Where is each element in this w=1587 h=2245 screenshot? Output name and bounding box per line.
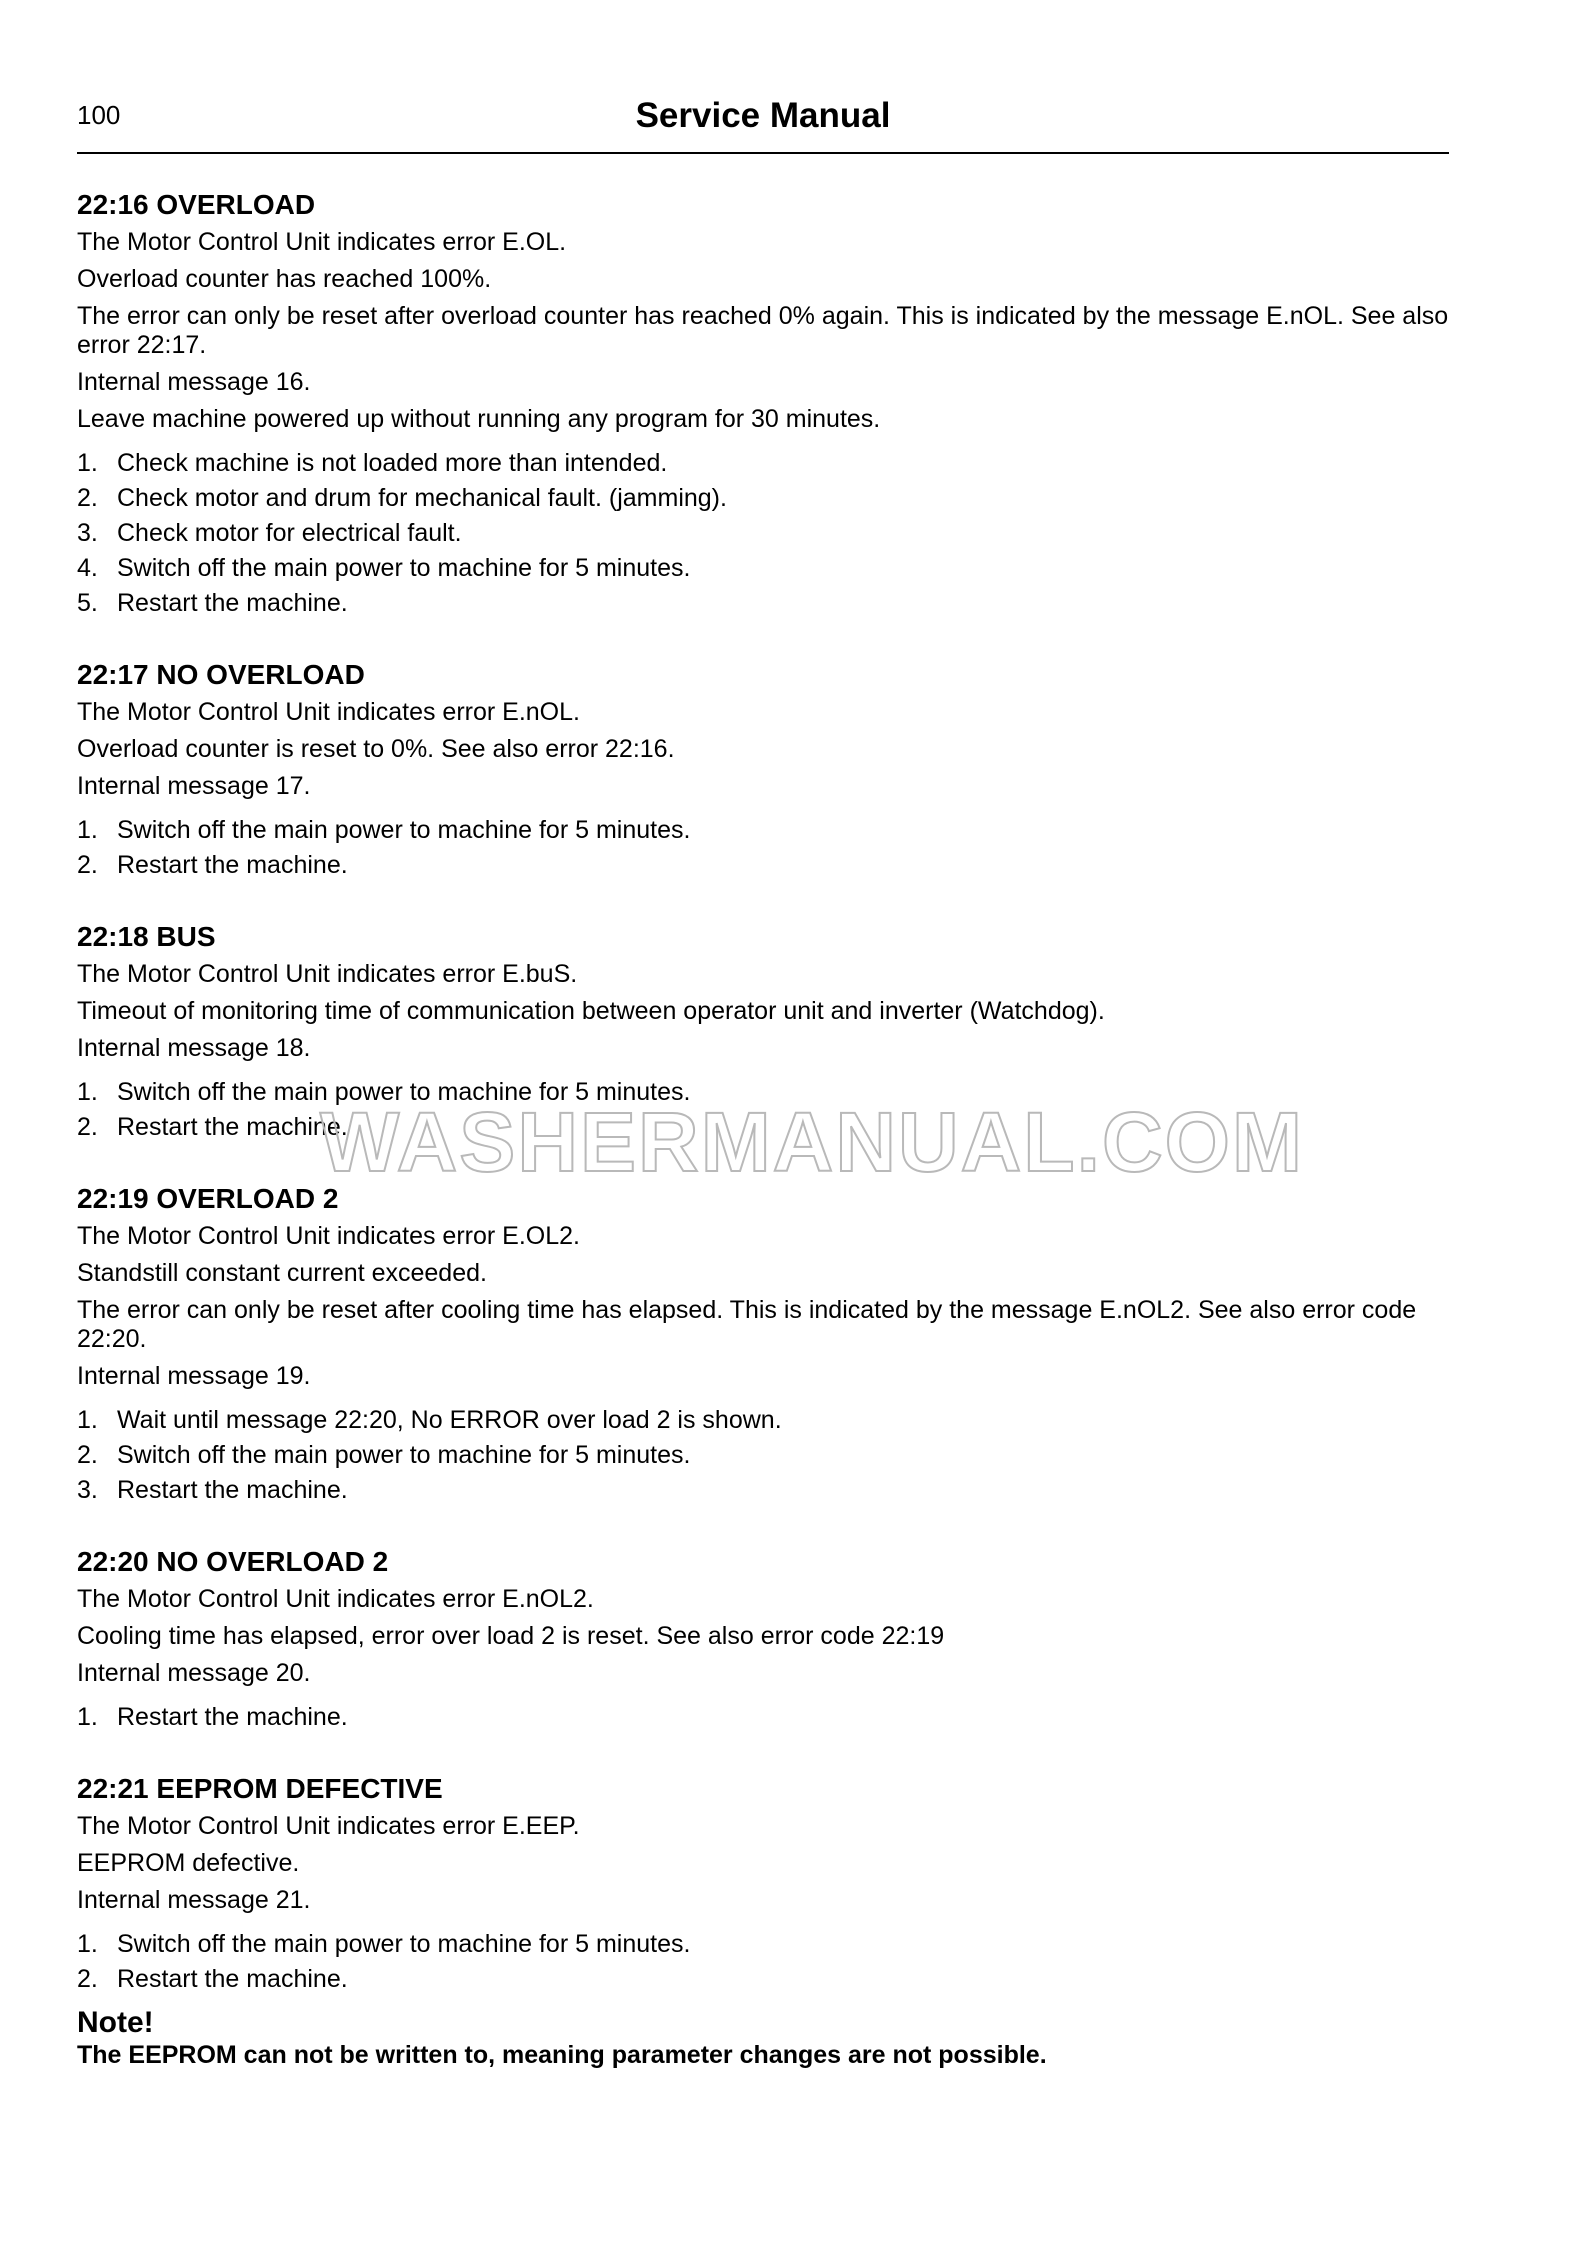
paragraph: Standstill constant current exceeded. [77, 1259, 487, 1287]
step-text: Switch off the main power to machine for 5 minutes. [117, 1078, 691, 1106]
paragraph: Internal message 17. [77, 772, 311, 800]
paragraph: Internal message 20. [77, 1659, 311, 1687]
step-number: 3. [77, 519, 98, 547]
step-text: Check motor for electrical fault. [117, 519, 462, 547]
step-number: 1. [77, 1406, 98, 1434]
note-text: The EEPROM can not be written to, meaning parameter changes are not possible. [77, 2041, 1047, 2069]
steps-list [77, 1929, 1449, 1994]
step-number: 2. [77, 1441, 98, 1469]
step-text: Restart the machine. [117, 1703, 348, 1731]
paragraph: The Motor Control Unit indicates error E.EEP. [77, 1812, 580, 1840]
paragraph: Overload counter has reached 100%. [77, 265, 492, 293]
step-number: 2. [77, 1965, 98, 1993]
list-item [77, 448, 1449, 478]
paragraph: Internal message 16. [77, 368, 311, 396]
paragraph: The Motor Control Unit indicates error E.nOL2. [77, 1585, 594, 1613]
list-item [77, 1702, 1449, 1732]
note-title: Note! [77, 2006, 154, 2039]
page-number: 100 [77, 100, 121, 130]
steps-list [77, 1077, 1449, 1142]
step-number: 4. [77, 554, 98, 582]
step-text: Wait until message 22:20, No ERROR over load 2 is shown. [117, 1406, 782, 1434]
paragraph: The error can only be reset after cooling time has elapsed. This is indicated by the message E.nOL2. See also error code 22:20. [77, 1296, 1417, 1353]
steps-list [77, 1702, 1449, 1732]
list-item [77, 815, 1449, 845]
paragraph: Cooling time has elapsed, error over load 2 is reset. See also error code 22:19 [77, 1622, 945, 1650]
section-title: 22:16 OVERLOAD [77, 189, 316, 220]
step-number: 1. [77, 1703, 98, 1731]
paragraph: Leave machine powered up without running any program for 30 minutes. [77, 405, 881, 433]
list-item [77, 1112, 1449, 1142]
steps-list [77, 448, 1449, 618]
paragraph: Internal message 21. [77, 1886, 311, 1914]
step-number: 2. [77, 851, 98, 879]
error-section [77, 1545, 1449, 1732]
section-title: 22:21 EEPROM DEFECTIVE [77, 1773, 443, 1804]
paragraph: The Motor Control Unit indicates error E.nOL. [77, 698, 580, 726]
list-item [77, 483, 1449, 513]
list-item [77, 1077, 1449, 1107]
step-text: Restart the machine. [117, 1965, 348, 1993]
step-number: 2. [77, 484, 98, 512]
step-text: Check machine is not loaded more than intended. [117, 449, 668, 477]
error-section [77, 658, 1449, 880]
steps-list [77, 815, 1449, 880]
step-text: Switch off the main power to machine for 5 minutes. [117, 816, 691, 844]
paragraph: Timeout of monitoring time of communication between operator unit and inverter (Watchdog). [77, 997, 1105, 1025]
step-number: 5. [77, 589, 98, 617]
list-item [77, 588, 1449, 618]
step-number: 1. [77, 1930, 98, 1958]
list-item [77, 1964, 1449, 1994]
step-text: Restart the machine. [117, 1476, 348, 1504]
step-text: Restart the machine. [117, 589, 348, 617]
paragraph: Internal message 18. [77, 1034, 311, 1062]
step-text: Check motor and drum for mechanical fault. (jamming). [117, 484, 727, 512]
step-number: 1. [77, 449, 98, 477]
step-number: 1. [77, 1078, 98, 1106]
error-section [77, 1182, 1449, 1505]
paragraph: Internal message 19. [77, 1362, 311, 1390]
list-item [77, 1929, 1449, 1959]
list-item [77, 1405, 1449, 1435]
page-content [77, 188, 1449, 2070]
section-title: 22:20 NO OVERLOAD 2 [77, 1546, 389, 1577]
error-section [77, 188, 1449, 618]
paragraph: The error can only be reset after overload counter has reached 0% again. This is indicated by the message E.nOL. See also error 22:17. [77, 302, 1449, 359]
paragraph: The Motor Control Unit indicates error E.OL. [77, 228, 567, 256]
list-item [77, 1440, 1449, 1470]
steps-list [77, 1405, 1449, 1505]
section-title: 22:18 BUS [77, 921, 216, 952]
list-item [77, 553, 1449, 583]
watermark: WASHERMANUAL.COM [320, 1095, 1304, 1189]
page-title: Service Manual [635, 96, 891, 135]
list-item [77, 1475, 1449, 1505]
paragraph: EEPROM defective. [77, 1849, 300, 1877]
paragraph: The Motor Control Unit indicates error E.OL2. [77, 1222, 580, 1250]
error-section [77, 920, 1449, 1142]
section-title: 22:17 NO OVERLOAD [77, 659, 365, 690]
list-item [77, 518, 1449, 548]
step-text: Switch off the main power to machine for 5 minutes. [117, 554, 691, 582]
step-text: Switch off the main power to machine for 5 minutes. [117, 1930, 691, 1958]
list-item [77, 850, 1449, 880]
page-header [77, 96, 1449, 154]
error-section [77, 1772, 1449, 1994]
step-number: 2. [77, 1113, 98, 1141]
step-number: 1. [77, 816, 98, 844]
step-text: Restart the machine. [117, 1113, 348, 1141]
note-block [77, 2006, 1449, 2070]
step-text: Restart the machine. [117, 851, 348, 879]
paragraph: The Motor Control Unit indicates error E.buS. [77, 960, 578, 988]
step-number: 3. [77, 1476, 98, 1504]
paragraph: Overload counter is reset to 0%. See also error 22:16. [77, 735, 675, 763]
section-title: 22:19 OVERLOAD 2 [77, 1183, 339, 1214]
step-text: Switch off the main power to machine for 5 minutes. [117, 1441, 691, 1469]
